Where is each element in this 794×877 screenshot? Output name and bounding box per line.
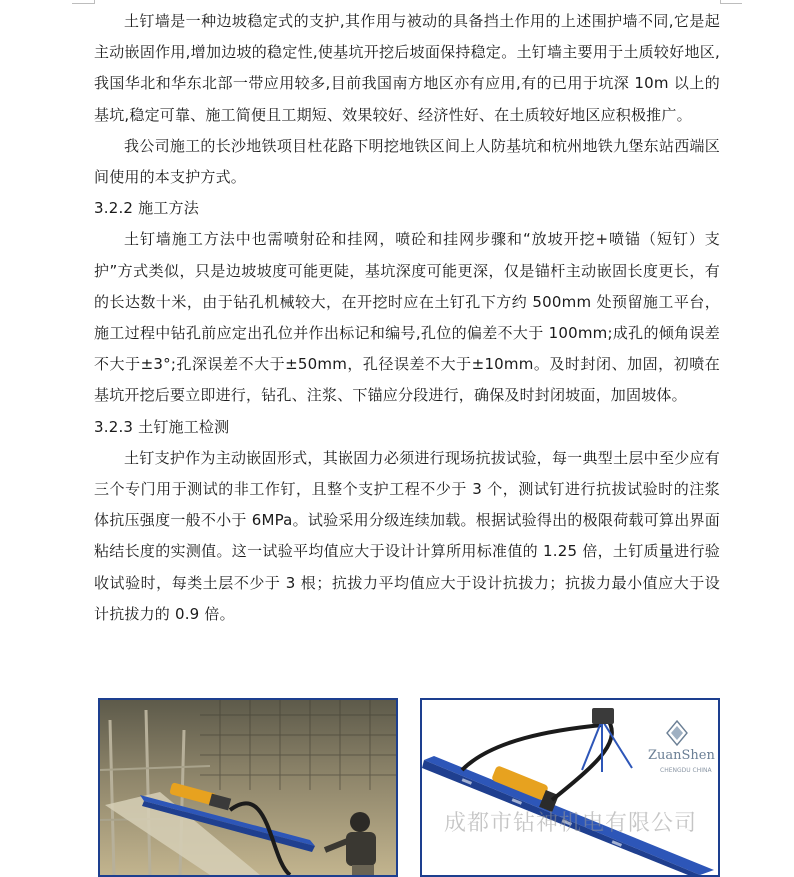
brand-subtitle: CHENGDU CHINA <box>660 767 712 774</box>
company-watermark: 成都市钻神机电有限公司 <box>444 811 698 836</box>
document-body <box>94 6 720 630</box>
section-heading-construction-method: 3.2.2 施工方法 <box>94 199 199 218</box>
page-corner-mark-left-vertical <box>94 0 95 4</box>
brand-name: ZuanShen <box>648 748 715 763</box>
site-drilling-illustration <box>100 700 396 875</box>
photo-site-drilling <box>98 698 398 877</box>
section-heading-nail-testing: 3.2.3 土钉施工检测 <box>94 417 230 436</box>
page-corner-mark-right-vertical <box>720 0 721 4</box>
paragraph-company-projects: 我公司施工的长沙地铁项目杜花路下明挖地铁区间上人防基坑和杭州地铁九堡东站西端区间使用的本支护方式。 <box>94 136 720 187</box>
page-corner-mark-left <box>72 3 94 4</box>
page-corner-mark-right <box>720 3 742 4</box>
paragraph-construction-method: 土钉墙施工方法中也需喷射砼和挂网，喷砼和挂网步骤和“放坡开挖+喷锚（短钉）支护”方式类似，只是边坡坡度可能更陡，基坑深度可能更深，仅是锚杆主动嵌固长度更长，有的长达数十米，由于钻孔机械较大，在开挖时应在土钉孔下方约 500mm 处预留施工平台，施工过程中钻孔前应定出孔位并作出标记和编号,孔位的偏差不大于 100mm;成孔的倾角误差不大于±3°;孔深误差不大于±50mm，孔径误差不大于±10mm。及时封闭、加固，初喷在基坑开挖后要立即进行，钻孔、注浆、下锚应分段进行，确保及时封闭坡面，加固坡体。 <box>94 230 720 405</box>
zuanshen-logo-icon <box>666 720 688 746</box>
paragraph-nail-testing: 土钉支护作为主动嵌固形式，其嵌固力必须进行现场抗拔试验，每一典型土层中至少应有三个专门用于测试的非工作钉，且整个支护工程不少于 3 个，测试钉进行抗拔试验时的注浆体抗压强度一般不小于 6MPa。试验采用分级连续加载。根据试验得出的极限荷载可算出界面粘结长度的实测值。这一试验平均值应大于设计计算所用标准值的 1.25 倍，土钉质量进行验收试验时，每类土层不少于 3 根；抗拔力平均值应大于设计抗拔力；抗拔力最小值应大于设计抗拔力的 0.9 倍。 <box>94 448 720 623</box>
paragraph-soil-nail-intro: 土钉墙是一种边坡稳定式的支护,其作用与被动的具备挡土作用的上述围护墙不同,它是起主动嵌固作用,增加边坡的稳定性,使基坑开挖后坡面保持稳定。土钉墙主要用于土质较好地区,我国华北和华东北部一带应用较多,目前我国南方地区亦有应用,有的已用于坑深 10m 以上的基坑,稳定可靠、施工简便且工期短、效果较好、经济性好、在土质较好地区应积极推广。 <box>94 12 720 124</box>
